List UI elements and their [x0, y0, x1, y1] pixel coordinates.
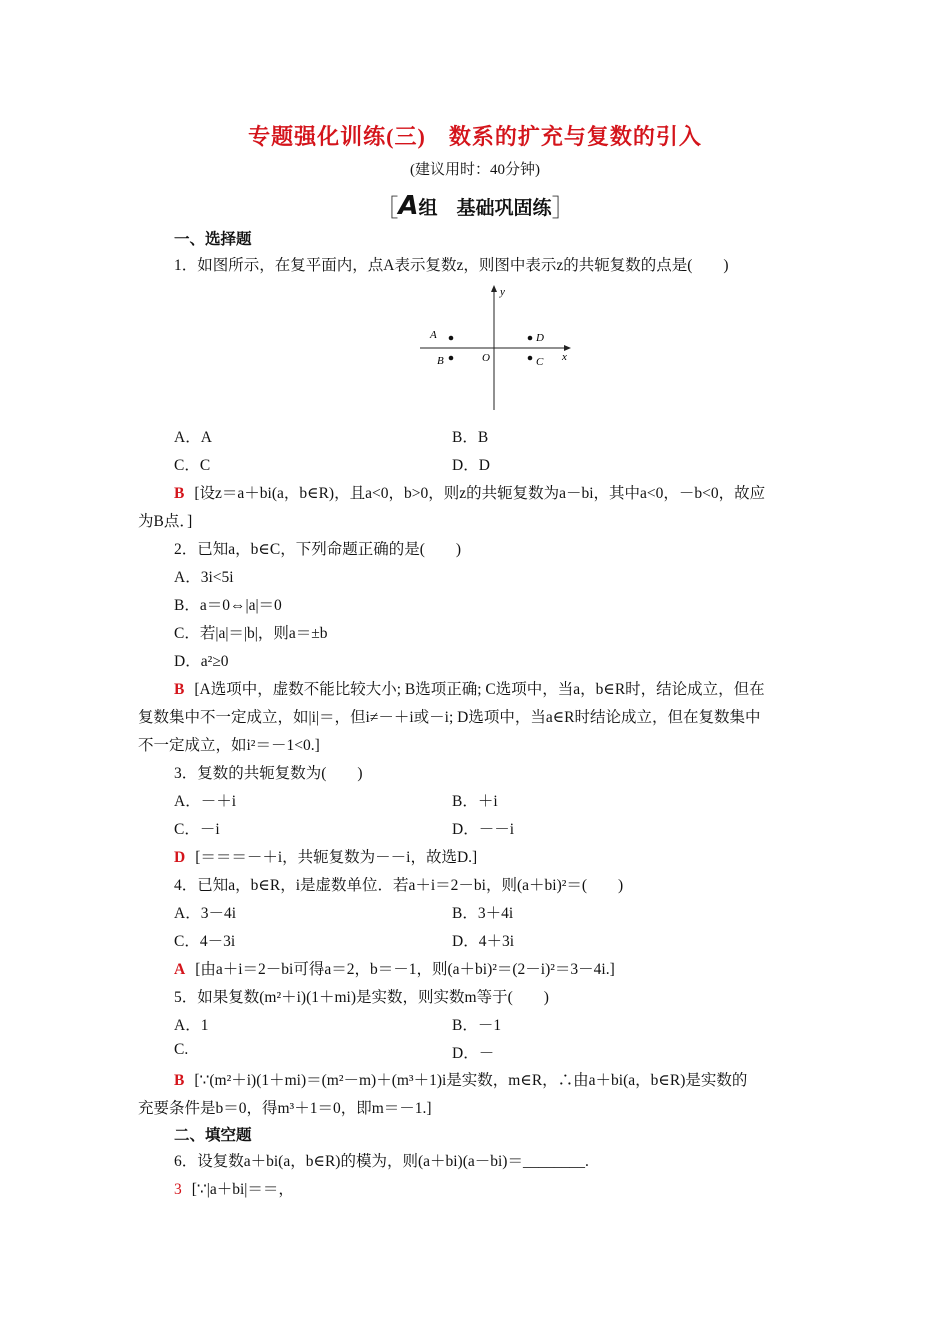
q4-option-b: B．3＋4i: [452, 905, 514, 922]
q1-explanation: [174, 481, 854, 503]
q4-stem: 4．已知a，b∈R，i是虚数单位．若a＋i＝2－bi，则(a＋bi)²＝( ): [174, 877, 624, 894]
q6-answer: 3: [174, 1181, 182, 1198]
q4-option-d: D．4＋3i: [452, 933, 515, 950]
q2-option-d: D．a²≥0: [174, 653, 229, 670]
q3-answer: D: [174, 849, 186, 866]
q4-option-a: A．3－4i: [174, 905, 237, 922]
q1-answer: B: [174, 485, 185, 502]
q3-stem: 3．复数的共轭复数为( ): [174, 765, 363, 782]
q1-option-b: B．B: [452, 429, 489, 446]
group-bracket-left: ［: [374, 196, 399, 222]
q3-option-b: B．＋i: [452, 793, 498, 810]
group-bracket-right: ］: [551, 196, 576, 222]
q3-option-c: C．－i: [174, 821, 220, 838]
q1-explanation-line2: 为B点．]: [138, 513, 193, 530]
q2-answer: B: [174, 681, 185, 698]
group-heading: [0, 188, 950, 223]
q5-explanation-line2: 充要条件是b＝0，得m³＋1＝0，即m＝－1.]: [138, 1100, 432, 1117]
q2-option-c: C．若|a|＝|b|，则a＝±b: [174, 625, 328, 642]
q3-option-a: A．－＋i: [174, 793, 237, 810]
q6-explanation-line1: [∵|a＋bi|＝＝，: [191, 1181, 294, 1198]
q1-stem: 1．如图所示，在复平面内，点A表示复数z，则图中表示z的共轭复数的点是( ): [174, 257, 729, 274]
point-c: [528, 356, 533, 361]
q2-explanation-line2: 复数集中不一定成立，如|i|＝，但i≠－＋i或－i; D选项中，当a∈R时结论成立，但在复数集中: [138, 709, 761, 726]
q5-stem: 5．如果复数(m²＋i)(1＋mi)是实数，则实数m等于( ): [174, 989, 549, 1006]
complex-plane-figure: [412, 282, 582, 414]
q5-option-d: D．－: [452, 1045, 495, 1062]
group-letter: A: [398, 191, 419, 221]
q5-explanation: [174, 1068, 854, 1090]
q2-option-a: A．3i<5i: [174, 569, 234, 586]
q5-explanation-line1: [∵(m²＋i)(1＋mi)＝(m²－m)＋(m³＋1)i是实数，m∈R，∴由a＋bi(a，b∈R)是实数的: [194, 1072, 748, 1089]
group-text: 组 基础巩固练: [418, 198, 552, 219]
point-a-label: A: [430, 329, 437, 341]
y-axis-label: y: [500, 286, 505, 298]
q6-stem: 6．设复数a＋bi(a，b∈R)的模为，则(a＋bi)(a－bi)＝________.: [174, 1153, 589, 1170]
section-heading-fill: 二、填空题: [174, 1127, 252, 1144]
q1-explanation-line1: [设z＝a＋bi(a，b∈R)，且a<0，b>0，则z的共轭复数为a－bi，其中a<0，－b<0，故应: [194, 485, 766, 502]
q1-option-d: D．D: [452, 457, 490, 474]
q5-option-a: A．1: [174, 1017, 209, 1034]
y-axis-arrow: [491, 285, 497, 292]
q4-answer: A: [174, 961, 186, 978]
q1-option-a: A．A: [174, 429, 212, 446]
point-d-label: D: [536, 332, 544, 344]
q2-explanation-line3: 不一定成立，如i²＝－1<0.]: [138, 737, 320, 754]
q5-option-b: B．－1: [452, 1017, 502, 1034]
origin-label: O: [482, 352, 490, 364]
q2-option-b: B．a＝0⇔|a|＝0: [174, 597, 282, 614]
section-heading-choice: 一、选择题: [174, 231, 252, 248]
point-d: [528, 336, 533, 341]
q5-option-c: C.: [174, 1041, 189, 1058]
q5-answer: B: [174, 1072, 185, 1089]
point-b: [449, 356, 454, 361]
q3-explanation-line1: [＝＝＝－＋i，共轭复数为－－i，故选D.]: [195, 849, 478, 866]
q1-option-c: C．C: [174, 457, 211, 474]
q3-explanation: [174, 845, 854, 867]
q2-stem: 2．已知a，b∈C，下列命题正确的是( ): [174, 541, 462, 558]
q3-option-d: D．－－i: [452, 821, 515, 838]
q6-explanation: [174, 1177, 854, 1199]
q2-explanation: [174, 677, 854, 699]
point-b-label: B: [437, 355, 444, 367]
x-axis-label: x: [562, 351, 567, 363]
point-a: [449, 336, 454, 341]
q4-explanation-line1: [由a＋i＝2－bi可得a＝2，b＝－1，则(a＋bi)²＝(2－i)²＝3－4i.]: [195, 961, 615, 978]
page-title: 专题强化训练(三) 数系的扩充与复数的引入: [248, 124, 702, 149]
q4-explanation: [174, 957, 854, 979]
q2-explanation-line1: [A选项中，虚数不能比较大小; B选项正确; C选项中，当a，b∈R时，结论成立，但在: [194, 681, 765, 698]
q4-option-c: C．4－3i: [174, 933, 236, 950]
time-note: (建议用时：40分钟): [410, 162, 540, 178]
point-c-label: C: [536, 356, 544, 368]
